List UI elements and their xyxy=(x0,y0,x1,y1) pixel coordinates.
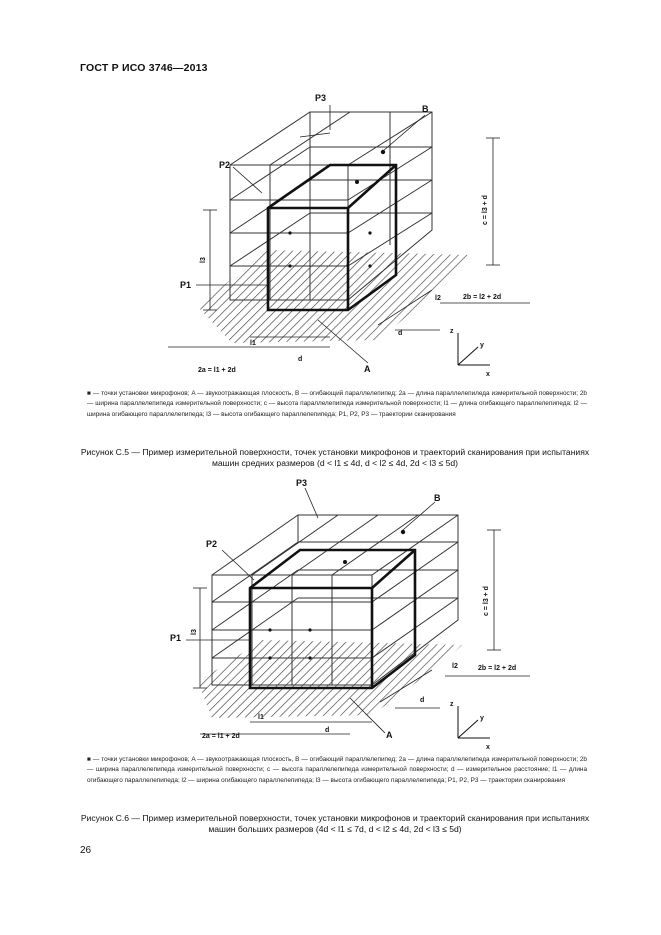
label-p3: P3 xyxy=(296,478,308,488)
label-d2: d xyxy=(420,697,425,704)
label-p3: P3 xyxy=(315,93,327,103)
coordinate-axes-icon xyxy=(458,706,490,738)
label-a: A xyxy=(386,730,393,740)
label-d1: d xyxy=(325,727,330,734)
label-p2: P2 xyxy=(206,539,218,549)
label-c-dim: c = l3 + d xyxy=(483,586,490,616)
label-l1: l1 xyxy=(258,714,264,721)
label-d2: d xyxy=(398,330,403,337)
label-p1: P1 xyxy=(180,280,192,290)
figure-c6 xyxy=(0,470,661,760)
coordinate-axes-icon xyxy=(458,333,490,365)
axis-z: z xyxy=(450,701,454,708)
label-d1: d xyxy=(298,356,303,363)
figure-c5-legend: ■ — точки установки микрофонов; A — звукоотражающая плоскость, B — огибающий параллелепипед; 2a — длина параллелепиледа измерительной поверхности; 2b — ширина параллелепипеда измерительной поверхности; c — высота параллелепипеда измерительной поверхности; l1 — длина огибающего параллелепипеда; l2 — ширина огибающего параллелепипеда; l3 — высота огибающего параллелепипеда; P1, P2, P3 — траектории сканирования xyxy=(87,390,587,418)
label-b: B xyxy=(434,493,441,503)
figure-c5-caption: Рисунок С.5 — Пример измерительной поверхности, точек установки микрофонов и траекторий сканирования при испытаниях машин средних размеров (d < l1 ≤ 4d, d < l2 ≤ 4d, 2d < l3 ≤ 5d) xyxy=(80,447,590,468)
label-b: B xyxy=(422,104,429,114)
label-2a: 2a = l1 + 2d xyxy=(198,367,236,374)
axis-y: y xyxy=(480,342,484,349)
axis-x: x xyxy=(486,371,490,378)
label-l2: l2 xyxy=(452,663,458,670)
axis-z: z xyxy=(450,328,454,335)
label-2b: 2b = l2 + 2d xyxy=(478,665,517,672)
figure-c6-legend: ■ — точки установки микрофонов; A — звукоотражающая плоскость, B — огибающий параллелепипед; 2a — длина параллелепипеда измерительной поверхности; 2b — ширина параллелепипеда измерительной поверхности; c — высота параллелепипеда измерительной поверхности; d — измерительное расстояние; l1 — длина огибающего параллелепипеда; l2 — ширина огибающего параллелепипеда; l3 — высота огибающего параллелепипеда; P1, P2, P3 — траектории сканирования xyxy=(87,756,587,784)
label-l3: l3 xyxy=(191,629,198,635)
label-l1: l1 xyxy=(250,340,256,347)
axis-x: x xyxy=(486,744,490,751)
label-l3: l3 xyxy=(200,257,207,263)
label-c-dim: c = l3 + d xyxy=(482,195,489,225)
label-p1: P1 xyxy=(170,633,182,643)
figure-c6-drawing xyxy=(0,470,661,760)
label-l2: l2 xyxy=(435,295,441,302)
figure-c6-caption: Рисунок С.6 — Пример измерительной поверхности, точек установки микрофонов и траекторий сканирования при испытаниях машин больших размеров (4d < l1 ≤ 7d, d < l2 ≤ 4d, 2d < l3 ≤ 5d) xyxy=(80,813,590,834)
page-number: 26 xyxy=(80,845,92,856)
label-a: A xyxy=(364,364,371,374)
label-2b: 2b = l2 + 2d xyxy=(463,294,502,301)
axis-y: y xyxy=(480,715,484,722)
figure-c5-drawing xyxy=(0,85,661,380)
figure-c5 xyxy=(0,85,661,380)
document-header: ГОСТ Р ИСО 3746—2013 xyxy=(80,62,208,74)
label-2a: 2a = l1 + 2d xyxy=(202,733,240,740)
label-p2: P2 xyxy=(219,160,231,170)
